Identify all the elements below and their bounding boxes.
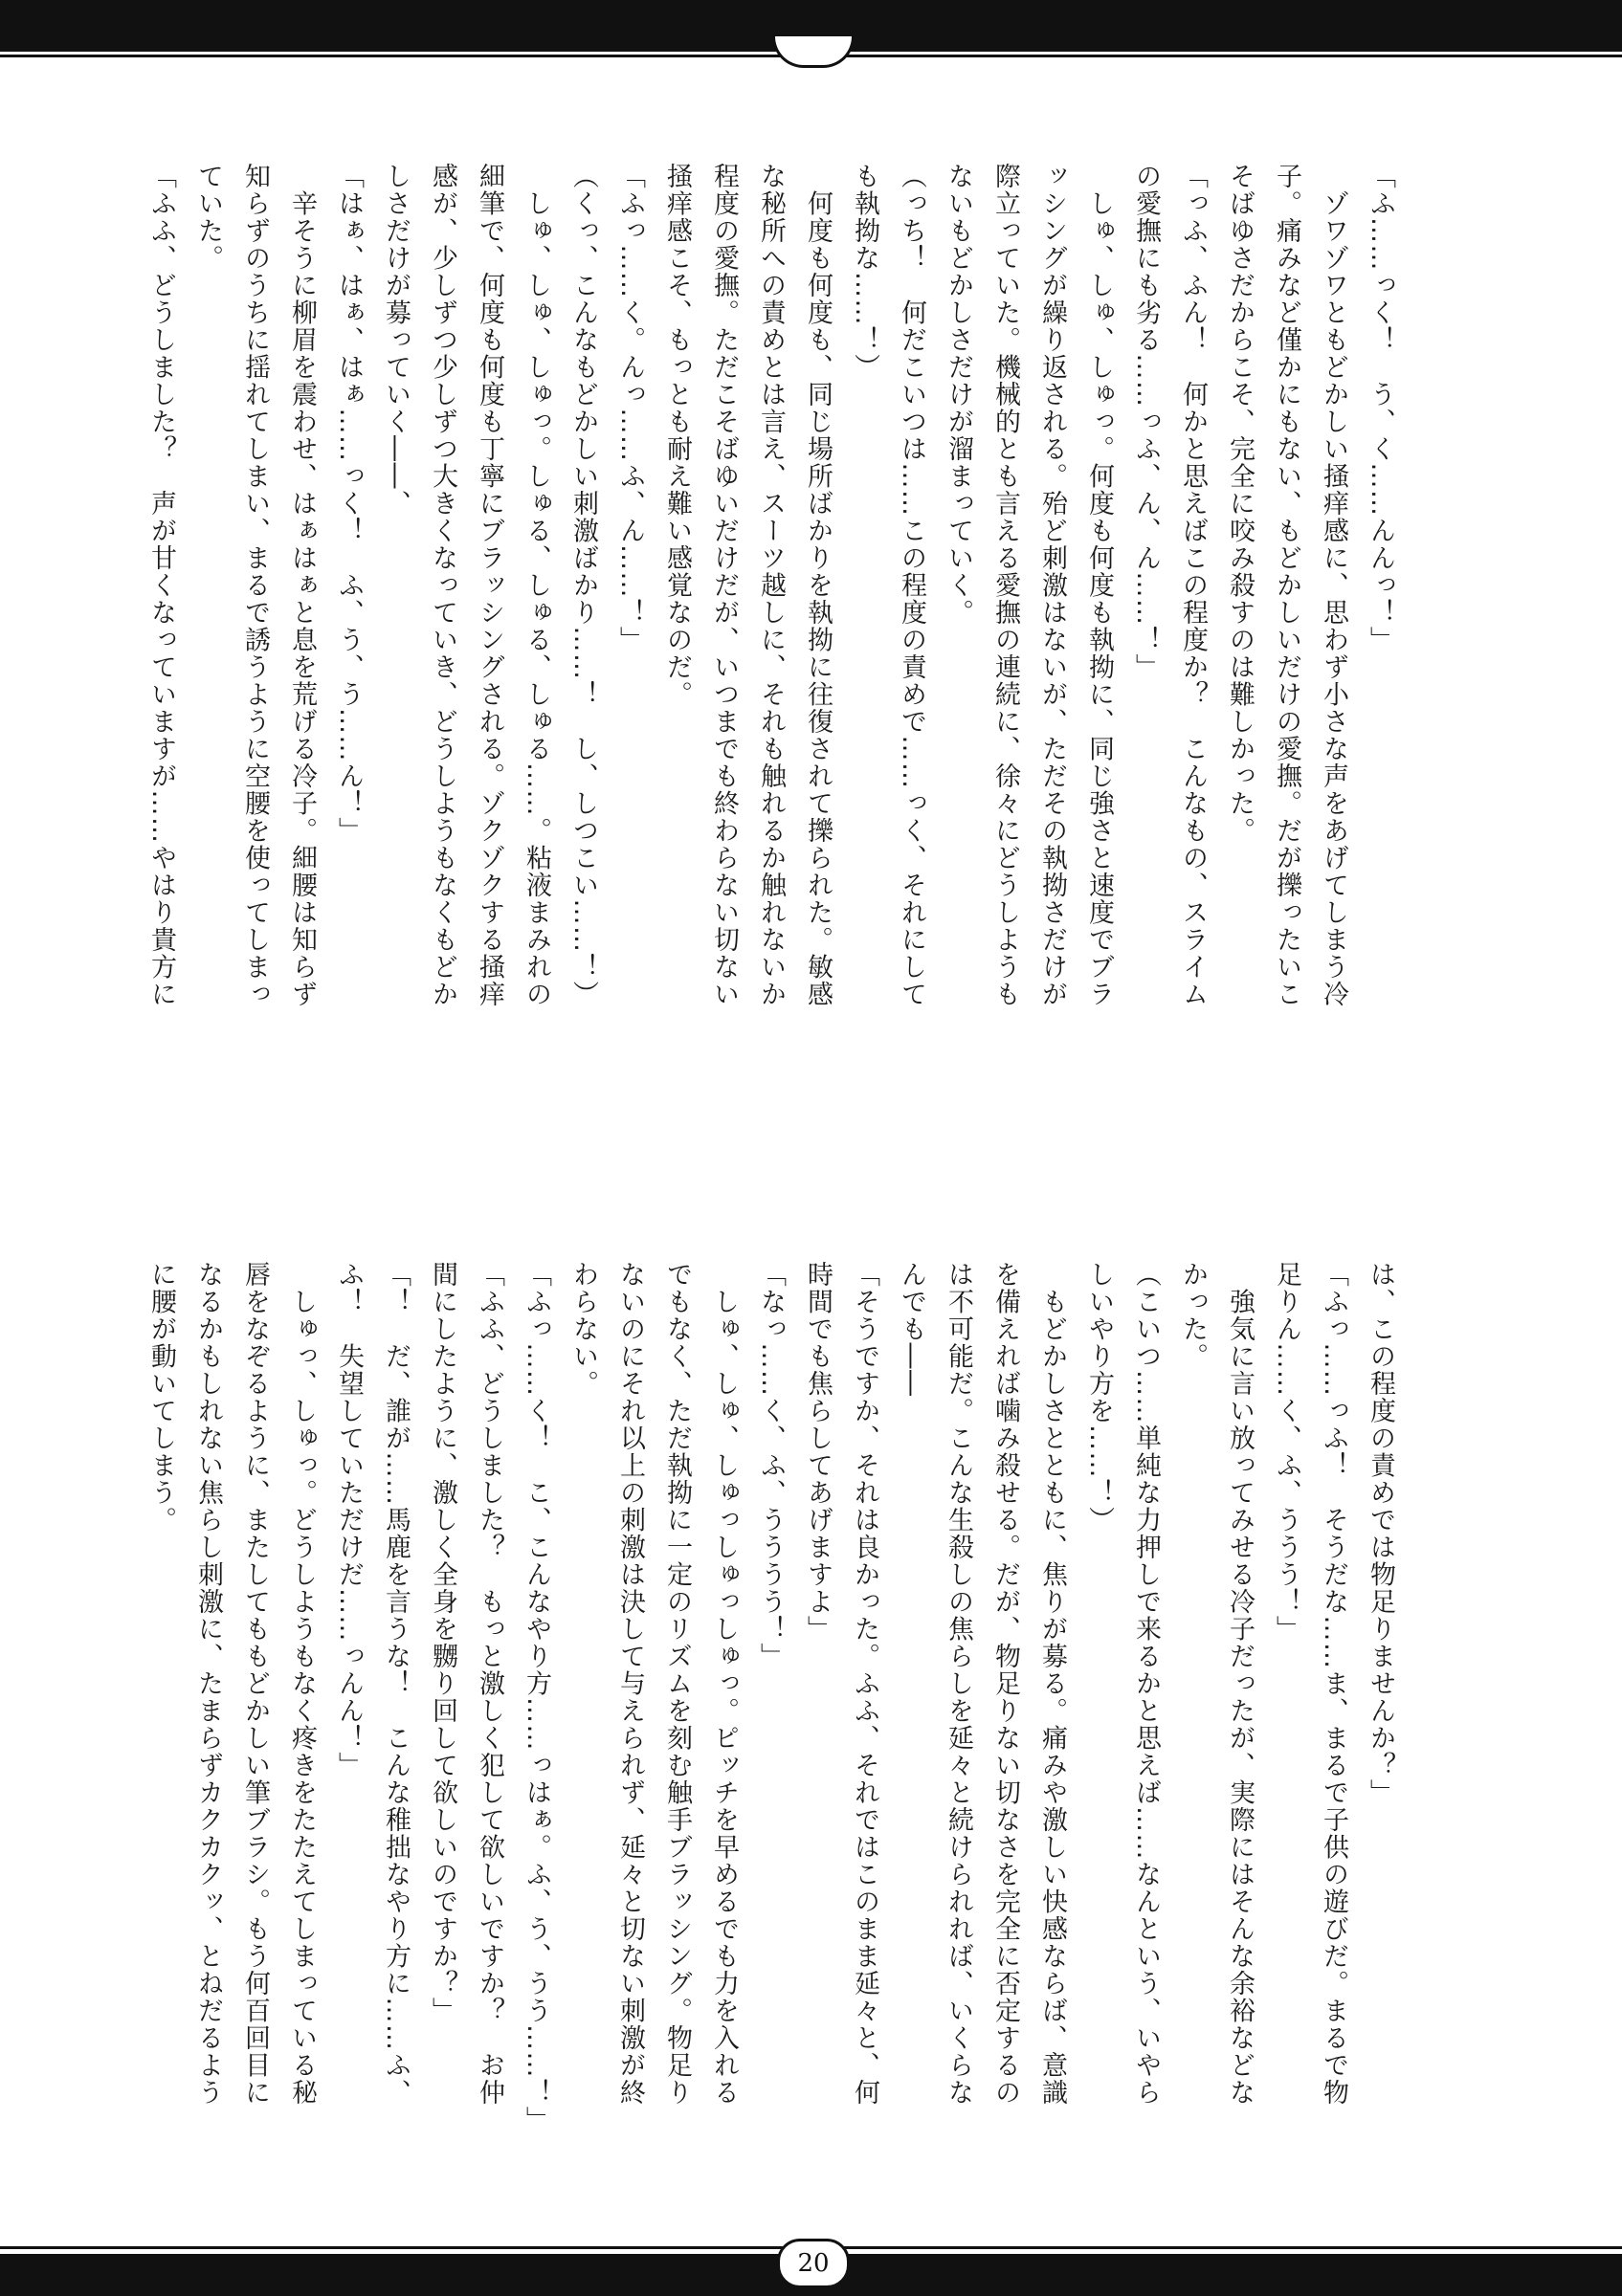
text-line: しゅ、しゅ、しゅっ。何度も何度も執拗に、同じ強さと速度でブラ <box>1084 163 1114 1008</box>
text-line: そばゆさだからこそ、完全に咬み殺すのは難しかった。 <box>1225 163 1255 845</box>
text-line: 「なっ……く、ふ、うううう！」 <box>756 1261 786 1670</box>
text-line: しゅっ、しゅっ。どうしようもなく疼きをたたえてしまっている秘 <box>287 1261 317 2107</box>
text-line: 「ふふ、どうしました？ 声が甘くなっていますが……やはり貴方に <box>146 163 176 1008</box>
text-line: 強気に言い放ってみせる冷子だったが、実際にはそんな余裕などな <box>1225 1261 1255 2107</box>
text-line: は不可能だ。こんな生殺しの焦らしを延々と続けられれば、いくらな <box>944 1261 973 2107</box>
text-line: わらない。 <box>568 1261 598 1398</box>
text-line: しゅ、しゅ、しゅっしゅっしゅっ。ピッチを早めるでも力を入れる <box>709 1261 739 2107</box>
text-line: 知らずのうちに揺れてしまい、まるで誘うように空腰を使ってしまっ <box>240 163 270 1008</box>
text-line: 何度も何度も、同じ場所ばかりを執拗に往復されて擽られた。敏感 <box>803 163 833 1008</box>
text-line: （っち！ 何だこいつは……この程度の責めで……っく、それにして <box>897 163 926 1008</box>
text-line: は、この程度の責めでは物足りませんか？」 <box>1366 1261 1395 1806</box>
text-line: ていた。 <box>193 163 223 272</box>
text-line: 唇をなぞるように、またしてももどかしい筆ブラシ。もう何百回目に <box>240 1261 270 2107</box>
text-line: ないもどかしさだけが溜まっていく。 <box>944 163 973 627</box>
text-line: 「ふふ、どうしました？ もっと激しく犯して欲しいですか？ お仲 <box>475 1261 504 2107</box>
text-line: 「ふっ……く！ こ、こんなやり方……っはぁ。ふ、う、うう……！」 <box>522 1261 551 2133</box>
text-line: 足りん……く、ふ、ううう！」 <box>1272 1261 1301 1643</box>
text-line: な秘所への責めとは言え、スーツ越しに、それも触れるか触れないか <box>756 163 786 1008</box>
text-line: 感が、少しずつ少しずつ大きくなっていき、どうしようもなくもどか <box>428 163 457 1008</box>
text-line: 「！ だ、誰が……馬鹿を言うな！ こんな稚拙なやり方に……ふ、 <box>381 1261 411 2107</box>
page-number: 20 <box>777 2239 850 2288</box>
text-line: 子。痛みなど僅かにもない、もどかしいだけの愛撫。だが擽ったいこ <box>1272 163 1301 1008</box>
text-line: （くっ、こんなもどかしい刺激ばかり……！ し、しつこい……！） <box>568 163 598 1008</box>
text-line: 「そうですか、それは良かった。ふふ、それではこのまま延々と、何 <box>850 1261 879 2107</box>
text-line: 程度の愛撫。ただこそばゆいだけだが、いつまでも終わらない切ない <box>709 163 739 1008</box>
text-line: 細筆で、何度も何度も丁寧にブラッシングされる。ゾクゾクする掻痒 <box>475 163 504 1008</box>
text-line: 際立っていた。機械的とも言える愛撫の連続に、徐々にどうしようも <box>990 163 1020 1008</box>
text-line: の愛撫にも劣る……っふ、ん、ん……！」 <box>1131 163 1161 681</box>
text-line: 時間でも焦らしてあげますよ」 <box>803 1261 833 1643</box>
text-line: 「ふっ……く。んっ……ふ、ん……！」 <box>615 163 645 653</box>
text-line: しゅ、しゅ、しゅっ。しゅる、しゅる、しゅる……。粘液まみれの <box>522 163 551 1008</box>
text-line: 「ふ……っく！ う、く……んんっ！」 <box>1366 163 1395 653</box>
text-line: かった。 <box>1178 1261 1208 1370</box>
text-line: 辛そうに柳眉を震わせ、はぁはぁと息を荒げる冷子。細腰は知らず <box>287 163 317 1008</box>
text-line: ゾワゾワともどかしい掻痒感に、思わず小さな声をあげてしまう冷 <box>1319 163 1348 1008</box>
text-line: でもなく、ただ執拗に一定のリズムを刻む触手ブラッシング。物足り <box>662 1261 692 2107</box>
text-line: んでも―― <box>897 1261 926 1398</box>
text-line: しさだけが募っていく――、 <box>381 163 411 518</box>
text-line: を備えれば噛み殺せる。だが、物足りない切なさを完全に否定するの <box>990 1261 1020 2107</box>
text-line: 「はぁ、はぁ、はぁ……っく！ ふ、う、う……ん！」 <box>334 163 364 845</box>
text-line: （こいつ……単純な力押しで来るかと思えば……なんという、いやら <box>1131 1261 1161 2107</box>
text-block-bottom <box>138 1261 1404 2160</box>
text-line: ふ！ 失望していただけだ……っんん！」 <box>334 1261 364 1779</box>
text-line: 「っふ、ふん！ 何かと思えばこの程度か？ こんなもの、スライム <box>1178 163 1208 1008</box>
text-line: しいやり方を……！） <box>1084 1261 1114 1534</box>
text-line: ないのにそれ以上の刺激は決して与えられず、延々と切ない刺激が終 <box>615 1261 645 2107</box>
text-line: ッシングが繰り返される。殆ど刺激はないが、ただその執拗さだけが <box>1037 163 1067 1008</box>
text-line: 「ふっ……っふ！ そうだな……ま、まるで子供の遊びだ。まるで物 <box>1319 1261 1348 2107</box>
header-ornament <box>772 36 855 68</box>
text-line: も執拗な……！） <box>850 163 879 381</box>
text-line: 掻痒感こそ、もっとも耐え難い感覚なのだ。 <box>662 163 692 708</box>
text-block-top <box>138 163 1404 1052</box>
text-line: もどかしさとともに、焦りが募る。痛みや激しい快感ならば、意識 <box>1037 1261 1067 2107</box>
text-line: 間にしたように、激しく全身を嬲り回して欲しいのですか？」 <box>428 1261 457 2024</box>
text-line: に腰が動いてしまう。 <box>146 1261 176 1534</box>
text-line: なるかもしれない焦らし刺激に、たまらずカクカクッ、とねだるよう <box>193 1261 223 2107</box>
